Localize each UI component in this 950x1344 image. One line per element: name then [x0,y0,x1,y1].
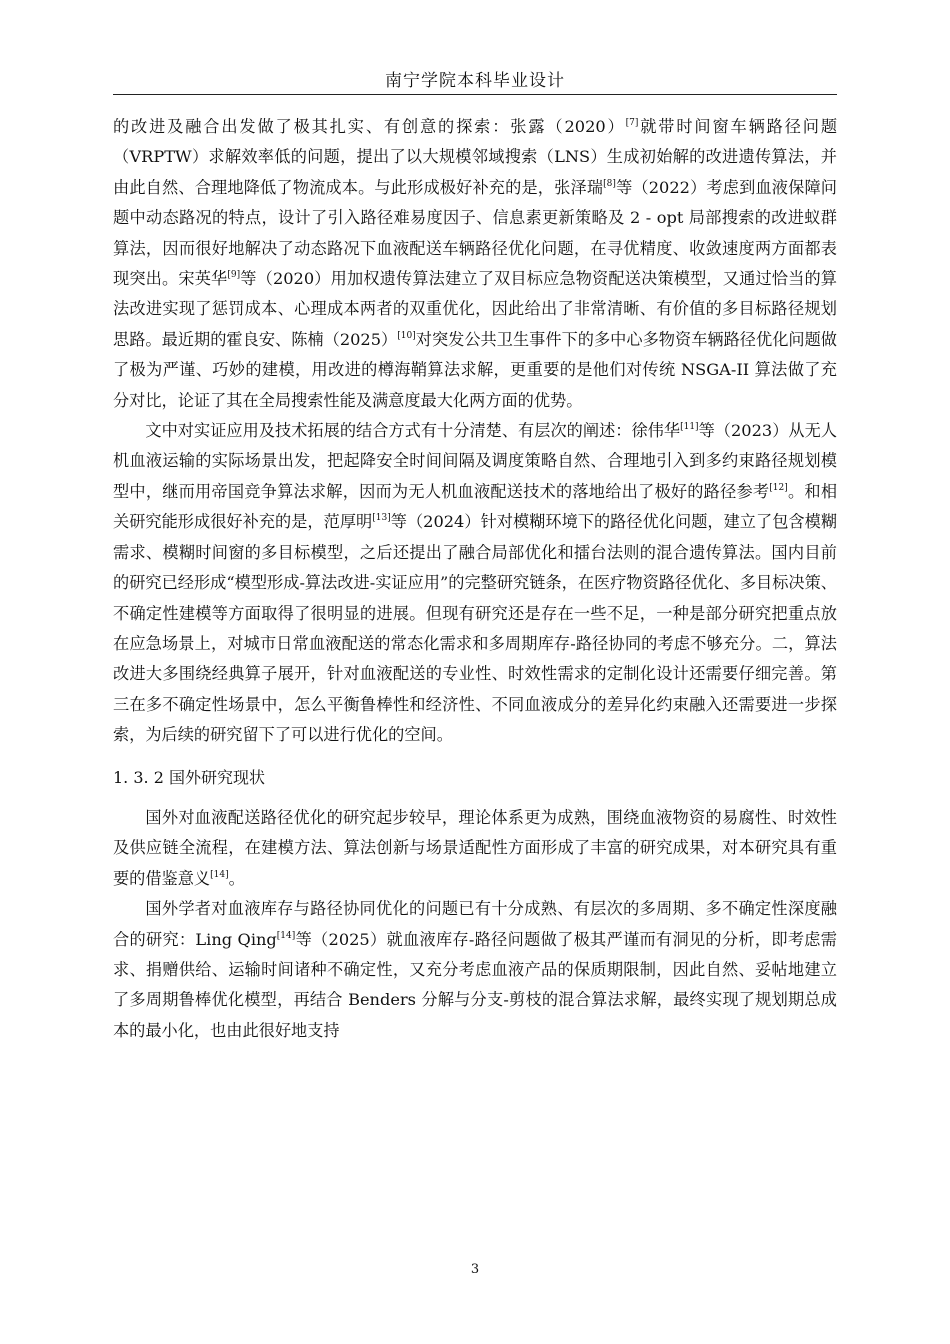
text-run: 就带时间窗车辆路径问题（VRPTW）求解效率低的问题，提出了以大规模邻域搜索（LNS）生成初始解的改进遗传算法，并由此自然、合理地降低了物流成本。与此形成极好补充的是，张泽瑞 [113,117,838,197]
text-run: 国外学者对血液库存与路径协同优化的问题已有十分成熟、有层次的多周期、多不确定性深度融合的研究：Ling Qing [113,899,837,949]
text-run: 。和相关研究能形成很好补充的是，范厚明 [113,481,838,532]
text-run: 国外对血液配送路径优化的研究起步较早，理论体系更为成熟，围绕血液物资的易腐性、时效性及供应链全流程，在建模方法、算法创新与场景适配性方面形成了丰富的研究成果，对本研究具有重要的借鉴意义 [113,807,837,888]
text-run: 对突发公共卫生事件下的多中心多物资车辆路径优化问题做了极为严谨、巧妙的建模，用改进的樽海鞘算法求解，更重要的是他们对传统 NSGA-II 算法做了充分对比，论证了其在全局搜索性能及满意度最大化两方面的优势。 [113,329,837,410]
citation-12: [12] [769,482,788,493]
body-text [113,112,837,1046]
paragraph-foreign-overview [113,803,837,894]
text-run: 等（2020）用加权遗传算法建立了双目标应急物资配送决策模型，又通过恰当的算法改进实现了惩罚成本、心理成本两者的双重优化，因此给出了非常清晰、有价值的多目标路径规划思路。最近期的霍良安、陈楠（2025） [113,269,837,349]
text-run: 的改进及融合出发做了极其扎实、有创意的探索：张露（2020） [113,117,626,136]
text-run: 。 [228,868,245,888]
paragraph-domestic-applications [113,416,837,750]
citation-14: [14] [210,869,229,880]
section-heading-foreign-research: 1. 3. 2 国外研究现状 [113,767,265,787]
header-divider [113,94,837,95]
citation-7: [7] [625,118,639,128]
text-run: 等（2022）考虑到血液保障问题中动态路况的特点，设计了引入路径难易度因子、信息素更新策略及 2 - opt 局部搜索的改进蚁群算法，因而很好地解决了动态路况下血液配送车辆路径优化问题，在寻优精度、收敛速度两方面都表现突出。宋英华 [113,177,837,289]
text-run: 等（2024）针对模糊环境下的路径优化问题，建立了包含模糊需求、模糊时间窗的多目标模型，之后还提出了融合局部优化和擂台法则的混合遗传算法。国内目前的研究已经形成“模型形成-算法改进-实证应用”的完整研究链条，在医疗物资路径优化、多目标决策、不确定性建模等方面取得了很明显的进展。但现有研究还是存在一些不足，一种是部分研究把重点放在应急场景上，对城市日常血液配送的常态化需求和多周期库存-路径协同的考虑不够充分。二，算法改进大多围绕经典算子展开，针对血液配送的专业性、时效性需求的定制化设计还需要仔细完善。第三在多不确定性场景中，怎么平衡鲁棒性和经济性、不同血液成分的差异化约束融入还需要进一步探索，为后续的研究留下了可以进行优化的空间。 [113,512,838,745]
citation-14: [14] [276,930,296,941]
citation-10: [10] [397,330,416,341]
text-run: 等（2023）从无人机血液运输的实际场景出发，把起降安全时间间隔及调度策略自然、合理地引入到多约束路径规划模型中，继而用帝国竞争算法求解，因而为无人机血液配送技术的落地给出了极好的路径参考 [113,421,837,501]
page-header-title: 南宁学院本科毕业设计 [385,71,565,91]
text-run: 等（2025）就血液库存-路径问题做了极其严谨而有洞见的分析，即考虑需求、捐赠供给、运输时间诸种不确定性，又充分考虑血液产品的保质期限制，因此自然、妥帖地建立了多周期鲁棒优化模型，再结合 Benders 分解与分支-剪枝的混合算法求解，最终实现了规划期总成本的最小化，也由此很好地支持 [113,929,837,1040]
paragraph-foreign-inventory-routing [113,894,837,1046]
citation-8: [8] [603,178,616,189]
citation-11: [11] [680,422,699,433]
paragraph-domestic-algorithms [113,112,837,416]
page-number: 3 [470,1262,480,1277]
citation-13: [13] [372,513,391,524]
text-run: 文中对实证应用及技术拓展的结合方式有十分清楚、有层次的阐述：徐伟华 [145,421,681,441]
citation-9: [9] [227,270,241,281]
